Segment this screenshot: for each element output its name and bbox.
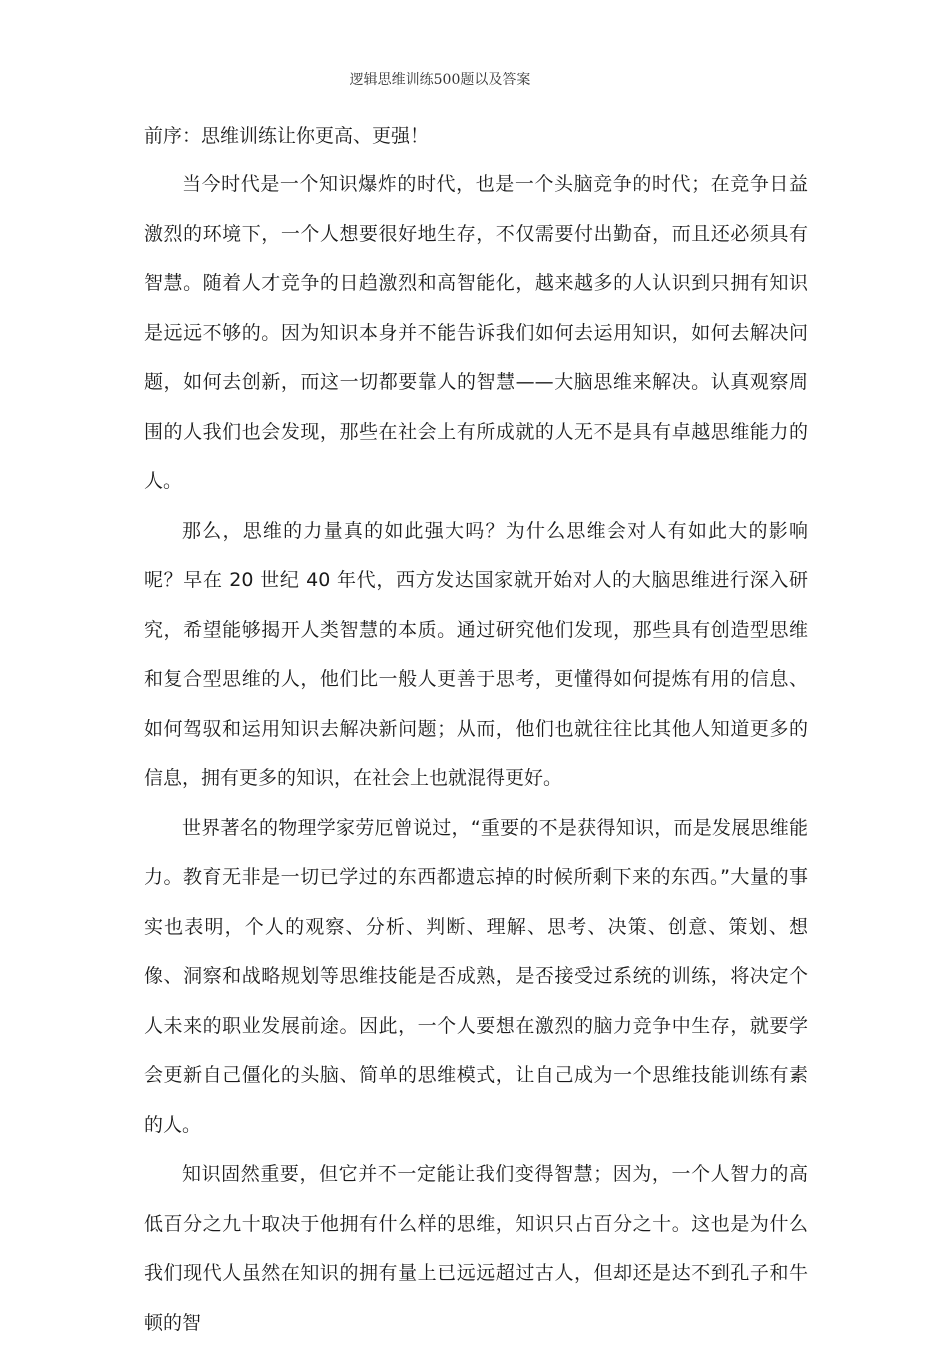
paragraph-2: 那么，思维的力量真的如此强大吗？为什么思维会对人有如此大的影响呢？早在 20 世纪 40 年代，西方发达国家就开始对人的大脑思维进行深入研究，希望能够揭开人类智慧的本质。通过研究他们发现，那些具有创造型思维和复合型思维的人，他们比一般人更善于思考，更懂得如何提炼有用的信息、如何驾驭和运用知识去解决新问题；从而，他们也就往往比其他人知道更多的信息，拥有更多的知识，在社会上也就混得更好。	[144, 519, 808, 789]
preface-title: 前序：思维训练让你更高、更强！	[144, 125, 430, 147]
paragraph-4: 知识固然重要，但它并不一定能让我们变得智慧；因为，一个人智力的高低百分之九十取决于他拥有什么样的思维，知识只占百分之十。这也是为什么我们现代人虽然在知识的拥有量上已远远超过古人，但却还是达不到孔子和牛顿的智	[144, 1163, 808, 1334]
paragraph-3: 世界著名的物理学家劳厄曾说过，“重要的不是获得知识，而是发展思维能力。教育无非是一切已学过的东西都遗忘掉的时候所剩下来的东西。”大量的事实也表明，个人的观察、分析、判断、理解、思考、决策、创意、策划、想像、洞察和战略规划等思维技能是否成熟，是否接受过系统的训练，将决定个人未来的职业发展前途。因此，一个人要想在激烈的脑力竞争中生存，就要学会更新自己僵化的头脑、简单的思维模式，让自己成为一个思维技能训练有素的人。	[144, 816, 808, 1136]
document-body	[144, 121, 808, 1348]
running-header: 逻辑思维训练500题以及答案	[349, 72, 531, 88]
paragraph-1: 当今时代是一个知识爆炸的时代，也是一个头脑竞争的时代；在竞争日益激烈的环境下，一个人想要很好地生存，不仅需要付出勤奋，而且还必须具有智慧。随着人才竞争的日趋激烈和高智能化，越来越多的人认识到只拥有知识是远远不够的。因为知识本身并不能告诉我们如何去运用知识，如何去解决问题，如何去创新，而这一切都要靠人的智慧——大脑思维来解决。认真观察周围的人我们也会发现，那些在社会上有所成就的人无不是具有卓越思维能力的人。	[144, 173, 808, 492]
